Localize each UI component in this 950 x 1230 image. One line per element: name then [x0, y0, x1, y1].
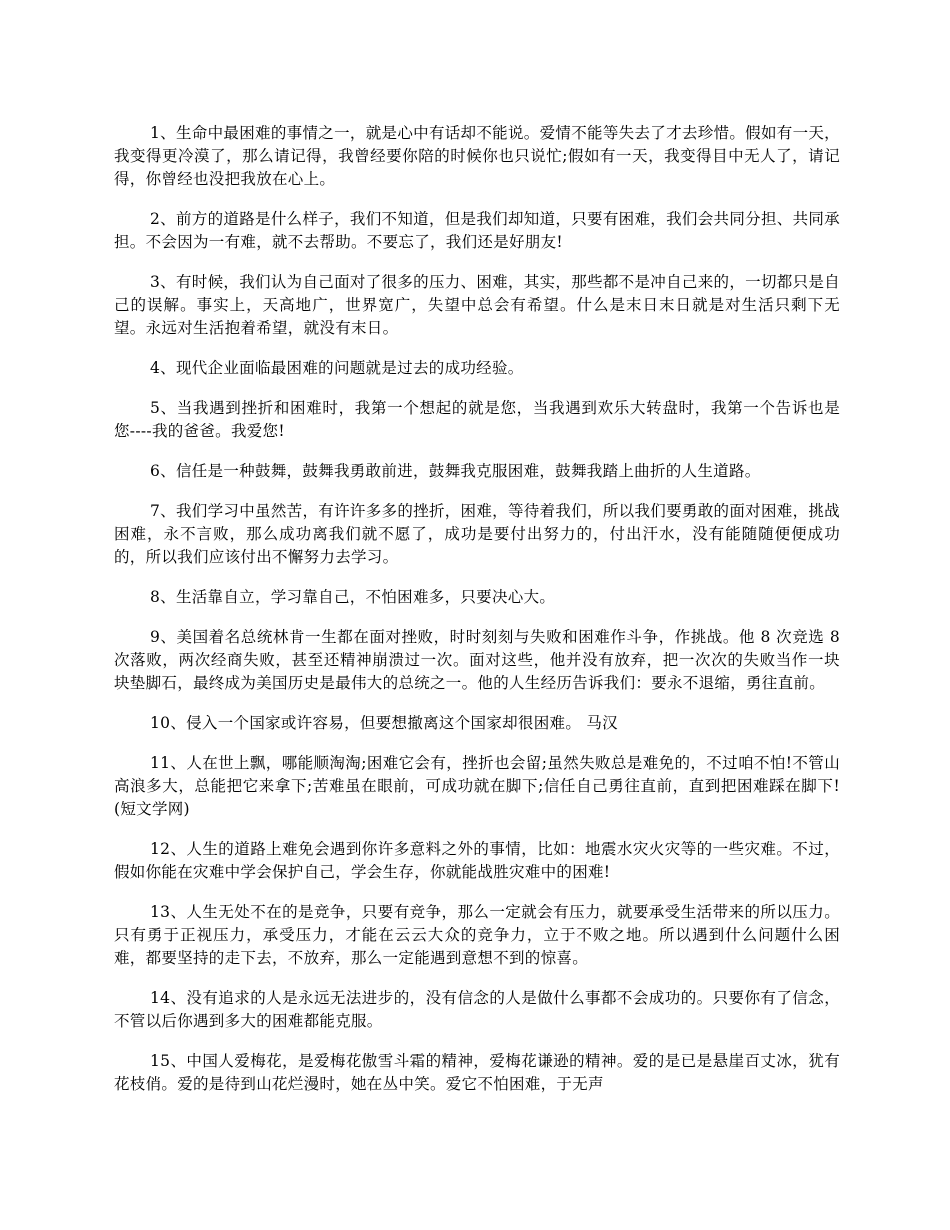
- paragraph-8: 8、生活靠自立，学习靠自己，不怕困难多，只要决心大。: [150, 588, 556, 606]
- paragraph-4: 4、现代企业面临最困难的问题就是过去的成功经验。: [150, 359, 524, 377]
- paragraph-2: 2、前方的道路是什么样子，我们不知道，但是我们却知道，只要有困难，我们会共同分担、共同承担。不会因为一有难，就不去帮助。不要忘了，我们还是好朋友!: [114, 210, 840, 251]
- paragraph-6: 6、信任是一种鼓舞，鼓舞我勇敢前进，鼓舞我克服困难，鼓舞我踏上曲折的人生道路。: [150, 462, 761, 480]
- paragraph-11: 11、人在世上飘，哪能顺淘淘;困难它会有，挫折也会留;虽然失败总是难免的，不过咱不怕!不管山高浪多大，总能把它来拿下;苦难虽在眼前，可成功就在脚下;信任自己勇往直前，直到把困难踩在脚下!(短文学网): [114, 754, 840, 818]
- paragraph-7: 7、我们学习中虽然苦，有许许多多的挫折，困难，等待着我们，所以我们要勇敢的面对困难，挑战困难，永不言败，那么成功离我们就不愿了，成功是要付出努力的，付出汗水，没有能随随便便成功的，所以我们应该付出不懈努力去学习。: [114, 502, 840, 566]
- paragraph-3: 3、有时候，我们认为自己面对了很多的压力、困难，其实，那些都不是冲自己来的，一切都只是自己的误解。事实上，天高地广，世界宽广，失望中总会有希望。什么是末日末日就是对生活只剩下无望。永远对生活抱着希望，就没有末日。: [114, 273, 840, 337]
- paragraph-13: 13、人生无处不在的是竞争，只要有竞争，那么一定就会有压力，就要承受生活带来的所以压力。只有勇于正视压力，承受压力，才能在云云大众的竞争力，立于不败之地。所以遇到什么问题什么困难，都要坚持的走下去，不放弃，那么一定能遇到意想不到的惊喜。: [114, 903, 840, 967]
- paragraph-5: 5、当我遇到挫折和困难时，我第一个想起的就是您，当我遇到欢乐大转盘时，我第一个告诉也是您----我的爸爸。我爱您!: [114, 399, 840, 440]
- paragraph-10: 10、侵入一个国家或许容易，但要想撤离这个国家却很困难。 马汉: [150, 714, 618, 732]
- paragraph-14: 14、没有追求的人是永远无法进步的，没有信念的人是做什么事都不会成功的。只要你有了信念，不管以后你遇到多大的困难都能克服。: [114, 989, 840, 1030]
- paragraph-9: 9、美国着名总统林肯一生都在面对挫败，时时刻刻与失败和困难作斗争，作挑战。他 8 次竞选 8 次落败，两次经商失败，甚至还精神崩溃过一次。面对这些，他并没有放弃，把一次次的失败当作一块块垫脚石，最终成为美国历史是最伟大的总统之一。他的人生经历告诉我们：要永不退缩，勇往直前。: [114, 628, 840, 692]
- paragraph-15: 15、中国人爱梅花，是爱梅花傲雪斗霜的精神，爱梅花谦逊的精神。爱的是已是悬崖百丈冰，犹有花枝俏。爱的是待到山花烂漫时，她在丛中笑。爱它不怕困难，于无声: [114, 1052, 840, 1093]
- paragraph-1: 1、生命中最困难的事情之一，就是心中有话却不能说。爱情不能等失去了才去珍惜。假如有一天，我变得更冷漠了，那么请记得，我曾经要你陪的时候你也只说忙;假如有一天，我变得目中无人了，请记得，你曾经也没把我放在心上。: [114, 124, 840, 188]
- document-body: [114, 122, 840, 1113]
- paragraph-12: 12、人生的道路上难免会遇到你许多意料之外的事情，比如：地震水灾火灾等的一些灾难。不过，假如你能在灾难中学会保护自己，学会生存，你就能战胜灾难中的困难!: [114, 840, 840, 881]
